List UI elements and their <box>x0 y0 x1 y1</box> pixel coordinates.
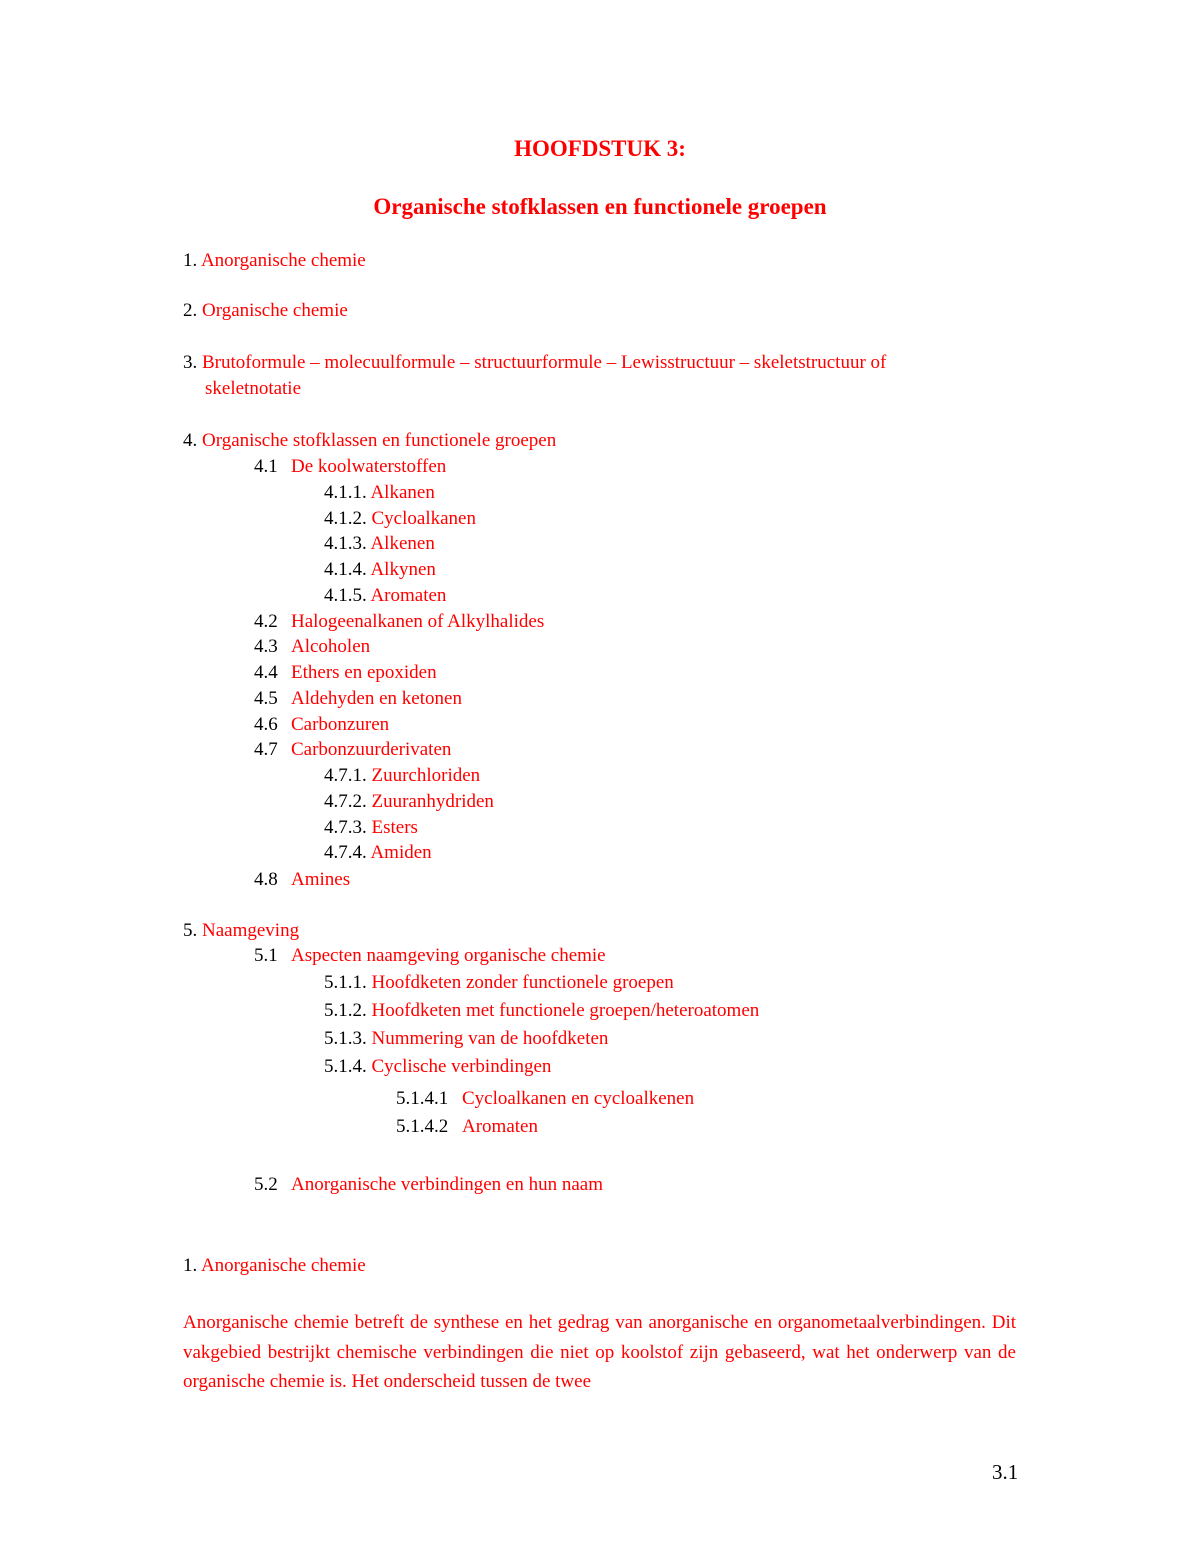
toc-number: 4.1.3. <box>324 533 367 554</box>
toc-number: 4.1.5. <box>324 585 367 606</box>
toc-item-4-5 <box>254 687 462 711</box>
toc-item-4-7-2 <box>324 790 494 814</box>
toc-label: Zuurchloriden <box>371 765 481 786</box>
toc-number: 4.6 <box>254 714 278 735</box>
toc-item-4-7 <box>254 738 451 762</box>
toc-label: Aromaten <box>370 585 447 606</box>
toc-number: 4.2 <box>254 611 278 632</box>
toc-number: 5.1.1. <box>324 972 367 993</box>
toc-number: 4.7.3. <box>324 817 367 838</box>
toc-item-4-1-5 <box>324 584 446 608</box>
toc-item-3 <box>183 351 886 375</box>
toc-item-4-1-4 <box>324 558 436 582</box>
toc-label: Amines <box>291 869 351 890</box>
toc-label: Anorganische verbindingen en hun naam <box>291 1174 604 1195</box>
toc-label: Organische stofklassen en functionele groepen <box>202 430 557 451</box>
toc-item-4-7-3 <box>324 816 418 840</box>
toc-number: 4.4 <box>254 662 278 683</box>
toc-item-4-7-1 <box>324 764 480 788</box>
toc-label: Alkynen <box>370 559 436 580</box>
toc-label: Amiden <box>370 842 432 863</box>
toc-item-4-1-3 <box>324 532 435 556</box>
toc-item-4-1-1 <box>324 481 435 505</box>
toc-label: Aspecten naamgeving organische chemie <box>291 945 606 966</box>
toc-number: 4.1.4. <box>324 559 367 580</box>
toc-item-5-1 <box>254 944 606 968</box>
toc-label: Esters <box>371 817 418 838</box>
section-title: Anorganische chemie <box>200 1255 366 1276</box>
toc-item-4-7-4 <box>324 841 432 865</box>
toc-number: 5. <box>183 920 198 941</box>
toc-item-4-1-2 <box>324 507 476 531</box>
toc-number: 1. <box>183 250 198 271</box>
toc-item-5-1-3 <box>324 1027 608 1051</box>
page-number: 3.1 <box>992 1460 1019 1484</box>
toc-label: Nummering van de hoofdketen <box>371 1028 609 1049</box>
toc-label: Organische chemie <box>202 300 348 321</box>
toc-number: 4.1 <box>254 456 278 477</box>
toc-label: De koolwaterstoffen <box>291 456 447 477</box>
toc-label: Aldehyden en ketonen <box>291 688 462 709</box>
toc-label: Cycloalkanen <box>371 508 476 529</box>
toc-number: 5.1 <box>254 945 278 966</box>
toc-label: Zuuranhydriden <box>371 791 494 812</box>
toc-item-5-1-1 <box>324 971 674 995</box>
toc-number: 5.1.2. <box>324 1000 367 1021</box>
toc-number: 4. <box>183 430 198 451</box>
section-heading <box>183 1254 366 1278</box>
toc-item-4 <box>183 429 556 453</box>
toc-label: Hoofdketen zonder functionele groepen <box>371 972 674 993</box>
toc-label: Naamgeving <box>202 920 300 941</box>
toc-number: 4.5 <box>254 688 278 709</box>
body-paragraph: Anorganische chemie betreft de synthese en het gedrag van anorganische en organometaalverbindingen. Dit vakgebied bestrijkt chemische verbindingen die niet op koolstof zijn gebaseerd, wat het onderwerp van de organische chemie is. Het onderscheid tussen de twee <box>183 1312 1016 1392</box>
toc-item-5-1-4-1 <box>396 1087 694 1111</box>
toc-label: Alkanen <box>370 482 435 503</box>
toc-number: 5.1.3. <box>324 1028 367 1049</box>
toc-item-4-2 <box>254 610 544 634</box>
toc-number: 4.7.1. <box>324 765 367 786</box>
section-number: 1. <box>183 1255 198 1276</box>
toc-item-5-1-4-2 <box>396 1115 538 1139</box>
toc-label: Carbonzuurderivaten <box>291 739 452 760</box>
toc-number: 5.2 <box>254 1174 278 1195</box>
toc-label: Cycloalkanen en cycloalkenen <box>462 1088 695 1109</box>
toc-item-1 <box>183 249 366 273</box>
toc-item-2 <box>183 299 348 323</box>
toc-number: 4.7.4. <box>324 842 367 863</box>
toc-label: Carbonzuren <box>291 714 390 735</box>
toc-number: 4.7 <box>254 739 278 760</box>
toc-label: Aromaten <box>462 1116 538 1137</box>
toc-item-4-1 <box>254 455 446 479</box>
toc-item-4-6 <box>254 713 389 737</box>
toc-item-5-2 <box>254 1173 603 1197</box>
toc-item-4-3 <box>254 635 370 659</box>
toc-number: 4.7.2. <box>324 791 367 812</box>
toc-number: 5.1.4. <box>324 1056 367 1077</box>
toc-number: 4.8 <box>254 869 278 890</box>
toc-label: Brutoformule – molecuulformule – structuurformule – Lewisstructuur – skeletstructuur of <box>202 352 887 373</box>
chapter-title: HOOFDSTUK 3: <box>514 136 686 161</box>
chapter-subtitle: Organische stofklassen en functionele groepen <box>373 194 827 219</box>
toc-number: 2. <box>183 300 198 321</box>
toc-item-4-4 <box>254 661 437 685</box>
toc-item-5-1-4 <box>324 1055 551 1079</box>
toc-label: Alcoholen <box>291 636 371 657</box>
toc-label: Cyclische verbindingen <box>371 1056 552 1077</box>
toc-label: Halogeenalkanen of Alkylhalides <box>291 611 545 632</box>
toc-number: 4.3 <box>254 636 278 657</box>
toc-item-4-8 <box>254 868 350 892</box>
toc-label: Ethers en epoxiden <box>291 662 437 683</box>
toc-number: 5.1.4.1 <box>396 1088 449 1109</box>
toc-number: 5.1.4.2 <box>396 1116 449 1137</box>
toc-label: Alkenen <box>370 533 435 554</box>
toc-item-5 <box>183 919 299 943</box>
toc-number: 4.1.2. <box>324 508 367 529</box>
toc-number: 4.1.1. <box>324 482 367 503</box>
toc-label: Hoofdketen met functionele groepen/heteroatomen <box>371 1000 760 1021</box>
toc-label: Anorganische chemie <box>200 250 366 271</box>
toc-item-5-1-2 <box>324 999 759 1023</box>
toc-number: 3. <box>183 352 198 373</box>
toc-item-3-continuation: skeletnotatie <box>205 378 302 399</box>
